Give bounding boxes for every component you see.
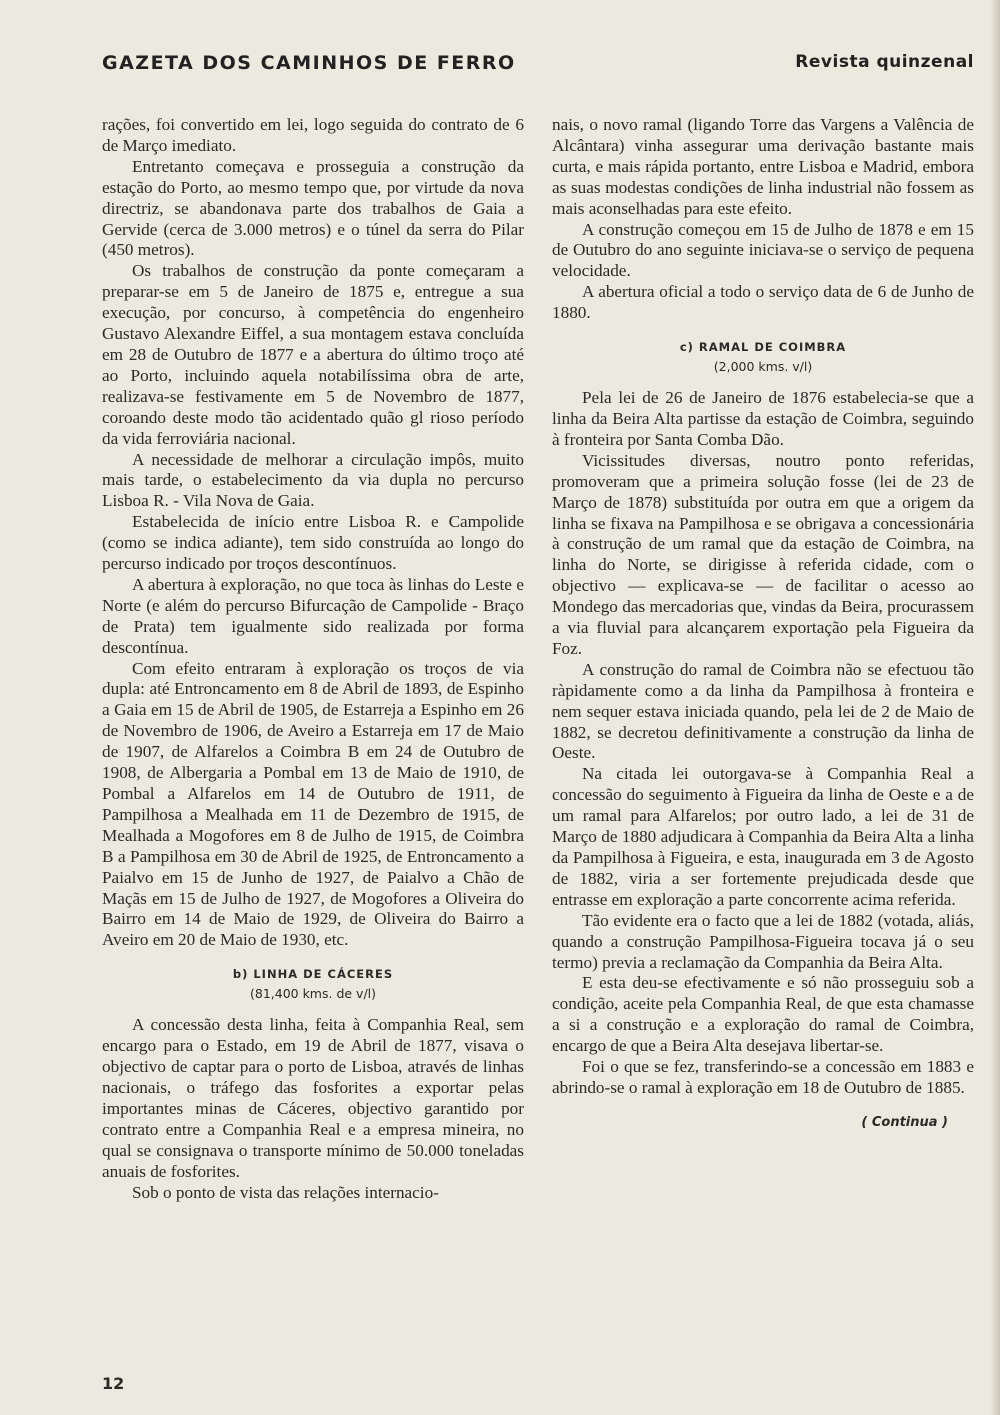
paragraph: Tão evidente era o facto que a lei de 1882 (votada, aliás, quando a construção Pampilhosa-Figueira tocava já o seu termo) previa a reclamação da Companhia da Beira Alta. <box>552 910 974 972</box>
paragraph: A abertura à exploração, no que toca às linhas do Leste e Norte (e além do percurso Bifurcação de Campolide - Braço de Prata) tem igualmente sido realizada por forma descontínua. <box>102 574 524 657</box>
continued-note: ( Continua ) <box>861 1114 948 1130</box>
paragraph: Pela lei de 26 de Janeiro de 1876 estabelecia-se que a linha da Beira Alta partisse da estação de Coimbra, seguindo à fronteira por Santa Comba Dão. <box>552 388 974 449</box>
page-edge <box>990 0 1000 1415</box>
paragraph: Entretanto começava e prosseguia a construção da estação do Porto, ao mesmo tempo que, por virtude da nova directriz, se abandonava parte dos trabalhos de Gaia a Gervide (cerca de 3.000 metros) e o túnel da serra do Pilar (450 metros). <box>102 156 524 260</box>
paragraph: Na citada lei outorgava-se à Companhia Real a concessão do seguimento à Figueira da linha de Oeste e a de um ramal para Alfarelos; por outro lado, a lei de 31 de Março de 1880 adjudicara à Companhia da Beira Alta a linha da Pampilhosa à Figueira, e esta, inaugurada em 3 de Agosto de 1882, viria a ser fortemente prejudicada desde que entrasse em exploração a parte concorrente acima referida. <box>552 764 974 909</box>
left-column <box>102 115 524 1203</box>
paragraph: Vicissitudes diversas, noutro ponto referidas, promoveram que a primeira solução fosse (lei de 23 de Março de 1878) substituída por outra em que a origem da linha se fixava na Pampilhosa e se obrigava a concessionária à construção de um ramal que da estação de Coimbra, na linha do Norte, se dirigisse à referida cidade, com o objectivo — explicava-se — de facilitar o acesso ao Mondego das mercadorias que, vindas da Beira, procurassem a via fluvial para alcançarem exportação pela Figueira da Foz. <box>552 450 974 658</box>
paragraph: A concessão desta linha, feita à Companhia Real, sem encargo para o Estado, em 19 de Abril de 1877, visava o objectivo de captar para o porto de Lisboa, através de linhas nacionais, o tráfego das fosforites a exportar pelas importantes minas de Cáceres, objectivo garantido por contrato entre a Companhia Real e a empresa mineira, no qual se consignava o transporte mínimo de 50.000 toneladas anuais de fosforites. <box>102 1015 524 1181</box>
page-header <box>102 52 974 82</box>
paragraph: A abertura oficial a todo o serviço data de 6 de Junho de 1880. <box>552 282 974 323</box>
section-heading: c) RAMAL DE COIMBRA <box>679 340 847 355</box>
paragraph: A construção começou em 15 de Julho de 1878 e em 15 de Outubro do ano seguinte iniciava-se o serviço de pequena velocidade. <box>552 219 974 281</box>
journal-subtitle: Revista quinzenal <box>795 52 974 72</box>
section-heading: b) LINHA DE CÁCERES <box>232 967 394 982</box>
paragraph: rações, foi convertido em lei, logo seguida do contrato de 6 de Março imediato. <box>102 115 524 155</box>
section-subheading: (81,400 kms. de v/l) <box>249 986 377 1002</box>
paragraph: A necessidade de melhorar a circulação impôs, muito mais tarde, o estabelecimento da via dupla no percurso Lisboa R. - Vila Nova de Gaia. <box>102 449 524 511</box>
paragraph: Estabelecida de início entre Lisboa R. e Campolide (como se indica adiante), tem sido construída ao longo do percurso indicado por troços descontínuos. <box>102 512 524 574</box>
paragraph: Com efeito entraram à exploração os troços de via dupla: até Entroncamento em 8 de Abril de 1893, de Espinho a Gaia em 15 de Abril de 1905, de Estarreja a Espinho em 26 de Novembro de 1906, de Aveiro a Estarreja em 17 de Maio de 1907, de Alfarelos a Coimbra B em 24 de Outubro de 1908, de Albergaria a Pombal em 13 de Maio de 1910, de Pombal a Alfarelos em 14 de Outubro de 1911, de Pampilhosa a Mealhada em 11 de Dezembro de 1915, de Mealhada a Mogofores em 8 de Julho de 1915, de Coimbra B a Pampilhosa em 30 de Abril de 1925, de Entroncamento a Paialvo em 15 de Junho de 1927, de Paialvo a Chão de Maçãs em 15 de Julho de 1927, de Mogofores a Oliveira do Bairro em 14 de Maio de 1929, de Oliveira do Bairro a Aveiro em 20 de Maio de 1930, etc. <box>102 658 524 950</box>
paragraph: nais, o novo ramal (ligando Torre das Vargens a Valência de Alcântara) vinha assegurar uma derivação bastante mais curta, e mais rápida portanto, entre Lisboa e Madrid, embora as suas modestas condições de linha industrial não fossem as mais aconselhadas para este efeito. <box>552 115 974 218</box>
journal-title: GAZETA DOS CAMINHOS DE FERRO <box>102 52 516 74</box>
section-subheading: (2,000 kms. v/l) <box>713 359 813 375</box>
page-number: 12 <box>102 1374 125 1393</box>
right-column <box>552 115 974 1134</box>
paragraph: Foi o que se fez, transferindo-se a concessão em 1883 e abrindo-se o ramal à exploração em 18 de Outubro de 1885. <box>552 1057 974 1097</box>
paragraph: Os trabalhos de construção da ponte começaram a preparar-se em 5 de Janeiro de 1875 e, entregue a sua execução, por concurso, à competência do engenheiro Gustavo Alexandre Eiffel, a sua montagem estava concluída em 28 de Outubro de 1877 e a abertura do último troço até ao Porto, incluindo aquela notabilíssima obra de arte, realizava-se festivamente em 5 de Novembro de 1877, coroando deste modo tão acidentado quão gl rioso período da vida ferroviária nacional. <box>102 261 524 448</box>
paragraph: A construção do ramal de Coimbra não se efectuou tão ràpidamente como a da linha da Pampilhosa à fronteira e nem sequer estava iniciada quando, pela lei de 2 de Maio de 1882, se decretou definitivamente a construção da linha de Oeste. <box>552 659 974 763</box>
paragraph: E esta deu-se efectivamente e só não prosseguiu sob a condição, aceite pela Companhia Real, de que esta chamasse a si a construção e a exploração do ramal de Coimbra, encargo de que a Beira Alta desejava libertar-se. <box>552 973 974 1056</box>
paragraph: Sob o ponto de vista das relações internacio- <box>132 1182 439 1202</box>
